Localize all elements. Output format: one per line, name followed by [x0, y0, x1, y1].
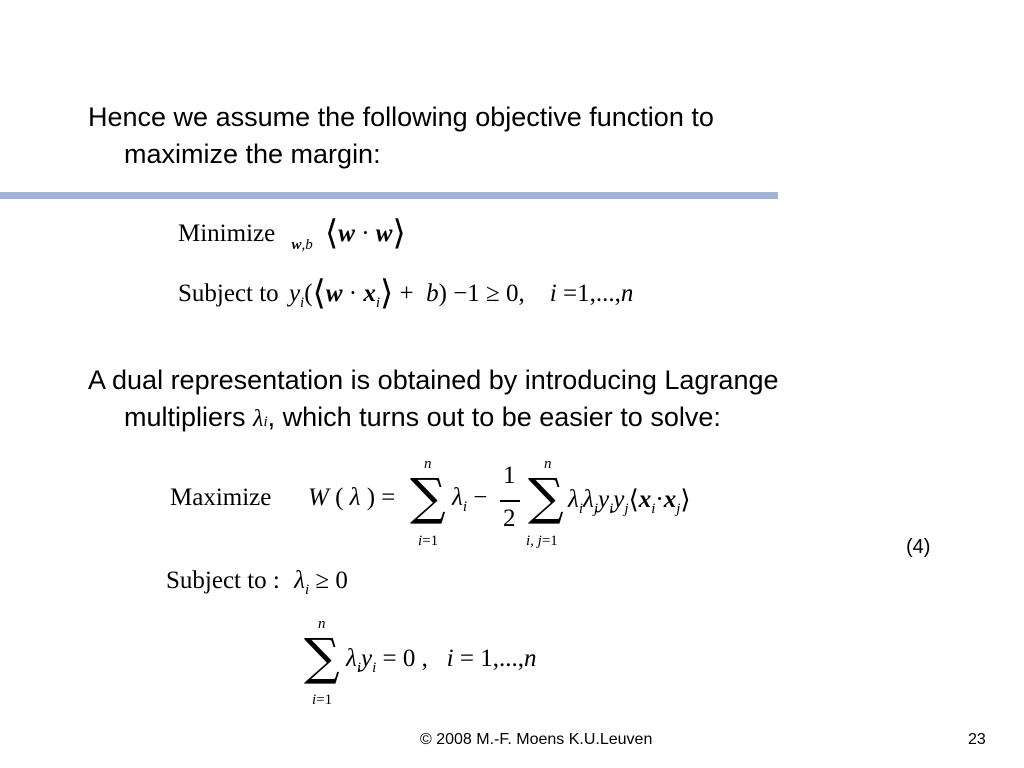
sum2-symbol: ∑ — [528, 468, 564, 526]
bullet-2-line-1: A dual representation is obtained by introducing Lagrange — [88, 365, 779, 395]
sum3-upper: n — [318, 616, 326, 632]
sum3-lower: i=1 — [312, 692, 333, 708]
dual-constraint-1 — [166, 567, 348, 598]
sum2-lower: i, j=1 — [526, 533, 558, 549]
bullet-2-line-2-end: , which turns out to be easier to solve: — [267, 402, 721, 432]
footer-copyright: © 2008 M.-F. Moens K.U.Leuven — [420, 731, 653, 748]
dual-constraint-2: $\lambda_iy_i = 0$ , i = 1,...,n — [346, 645, 537, 676]
bullet-2-line-2 — [124, 400, 721, 439]
dual-subject-to-label: Subject to : — [166, 567, 280, 594]
lambda-i-symbol: λi — [253, 406, 268, 432]
sum1-term: $\lambda_i$ − — [452, 484, 488, 515]
minimize-expression: ⟨w · w⟩ — [324, 213, 406, 253]
subject-to-label: Subject to — [178, 280, 279, 307]
sum1-lower: i=1 — [418, 533, 439, 549]
sum3-symbol: ∑ — [304, 628, 340, 686]
minimize-label: Minimize — [178, 220, 276, 247]
minimize-subscript: w,b — [291, 237, 313, 253]
constraint-range: 1,..., — [577, 280, 621, 307]
bullet-2-line-2-start: multipliers — [124, 402, 254, 432]
fraction-denominator: 2 — [503, 505, 516, 532]
slide-number: 23 — [968, 731, 986, 748]
maximize-label: Maximize — [170, 484, 272, 511]
bullet-1-line-2: maximize the margin: — [124, 139, 381, 169]
section-divider — [0, 192, 778, 199]
minimize-equation — [178, 210, 406, 253]
bullet-1-line-1: Hence we assume the following objective function to — [88, 102, 714, 132]
fraction-bar — [500, 500, 520, 502]
maximize-lhs: W ( λ ) = — [308, 484, 396, 511]
equation-number: (4) — [906, 536, 931, 558]
sum1-symbol: ∑ — [410, 468, 446, 526]
constraint-expression: $y_i(⟨w$ · $x_i⟩ + b) -1 \ge 0$, i = — [288, 273, 578, 313]
sum2-upper: n — [544, 456, 552, 472]
fraction-numerator: 1 — [503, 462, 516, 489]
constraint-n: n — [620, 280, 634, 307]
sum2-term: $\lambda_i\lambda_jy_iy_j⟨x_i\cdot x_j⟩$ — [568, 485, 691, 517]
dual-constraint-expression: $\lambda_i \ge 0$ — [294, 567, 348, 598]
sum1-upper: n — [424, 456, 432, 472]
constraint-equation — [178, 270, 634, 313]
